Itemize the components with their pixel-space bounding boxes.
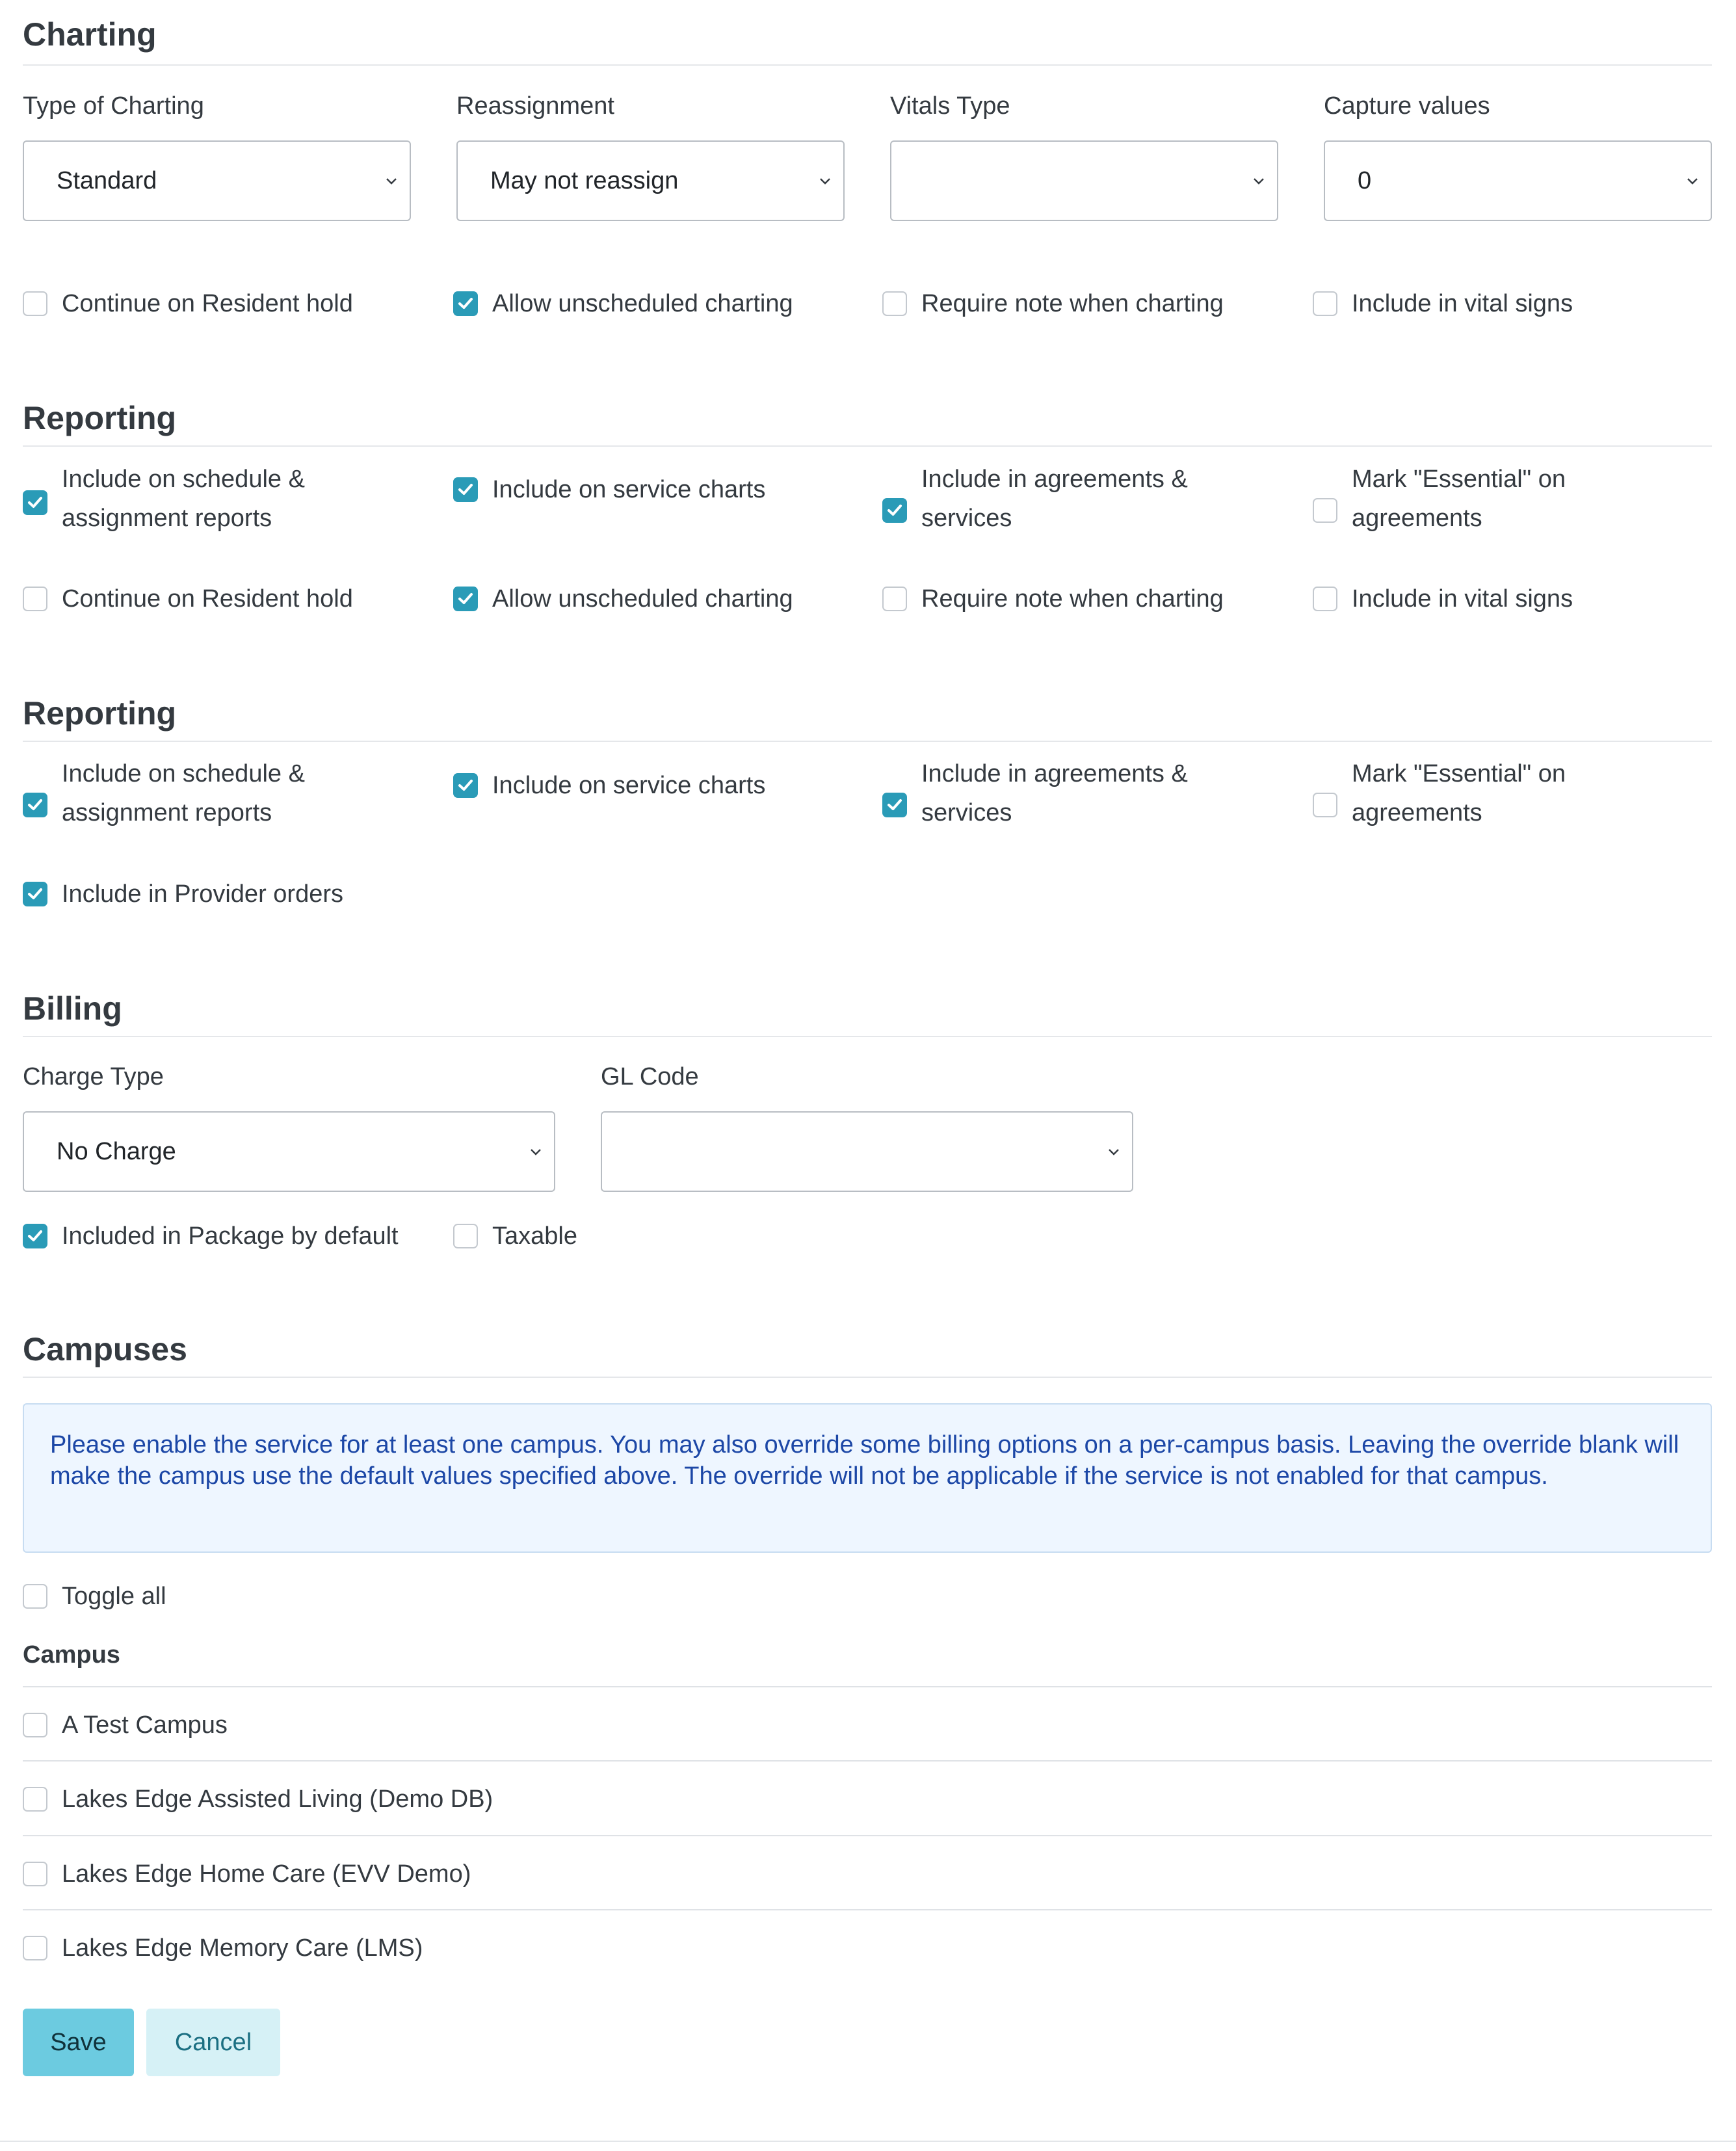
chevron-down-icon xyxy=(382,172,401,190)
checkbox[interactable] xyxy=(23,1584,47,1609)
checkbox-label: Mark "Essential" on agreements xyxy=(1352,760,1566,826)
checkbox-require-note-when-charting[interactable] xyxy=(882,291,1279,323)
checkbox-include-in-provider-orders[interactable] xyxy=(23,882,400,914)
type-of-charting-select[interactable] xyxy=(23,140,411,221)
table-header-campus: Campus xyxy=(23,1641,120,1669)
field-label-type-of-charting: Type of Charting xyxy=(23,92,204,120)
campus-name: Lakes Edge Assisted Living (Demo DB) xyxy=(62,1786,493,1813)
field-label-vitals-type: Vitals Type xyxy=(890,92,1010,120)
checkbox-label: Mark "Essential" on agreements xyxy=(1352,466,1566,532)
campus-name: Lakes Edge Home Care (EVV Demo) xyxy=(62,1860,471,1888)
checkbox-include-on-schedule-reports[interactable] xyxy=(23,466,387,538)
table-row[interactable] xyxy=(23,1713,803,1745)
checkbox[interactable] xyxy=(23,1713,47,1737)
chevron-down-icon xyxy=(1250,172,1268,190)
checkbox-label: Include in agreements & services xyxy=(921,466,1188,532)
campus-name: A Test Campus xyxy=(62,1711,228,1739)
checkbox-allow-unscheduled-charting[interactable] xyxy=(453,291,850,323)
checkbox[interactable] xyxy=(1313,498,1337,523)
table-row-divider xyxy=(23,1835,1712,1836)
checkbox-label: Include in vital signs xyxy=(1352,585,1573,613)
checkbox-mark-essential[interactable] xyxy=(1313,466,1677,538)
checkbox[interactable] xyxy=(453,291,478,316)
divider xyxy=(23,445,1712,447)
checkbox-label: Require note when charting xyxy=(921,585,1224,613)
checkbox-include-on-schedule-reports[interactable] xyxy=(23,760,387,832)
checkbox-continue-on-resident-hold[interactable] xyxy=(23,587,400,618)
checkbox-included-in-package[interactable] xyxy=(23,1224,439,1256)
checkbox-require-note-when-charting[interactable] xyxy=(882,587,1279,618)
checkbox[interactable] xyxy=(23,793,47,817)
table-row[interactable] xyxy=(23,1936,803,1968)
section-title-reporting: Reporting xyxy=(23,695,177,732)
divider xyxy=(23,64,1712,66)
checkmark-icon xyxy=(457,778,474,793)
checkmark-icon xyxy=(27,495,44,510)
section-title-billing: Billing xyxy=(23,990,122,1027)
checkbox[interactable] xyxy=(882,793,907,817)
checkbox-mark-essential[interactable] xyxy=(1313,760,1677,832)
checkbox[interactable] xyxy=(23,1862,47,1886)
table-row-divider xyxy=(23,1909,1712,1910)
checkbox[interactable] xyxy=(1313,793,1337,817)
checkmark-icon xyxy=(457,591,474,607)
section-title-reporting: Reporting xyxy=(23,400,177,436)
table-row[interactable] xyxy=(23,1862,803,1894)
checkbox-include-in-agreements[interactable] xyxy=(882,760,1246,832)
checkbox-label: Include on service charts xyxy=(492,772,766,799)
field-label-gl-code: GL Code xyxy=(601,1063,699,1090)
gl-code-select[interactable] xyxy=(601,1111,1133,1192)
checkmark-icon xyxy=(27,886,44,902)
checkbox-label: Include on schedule & assignment reports xyxy=(62,760,305,826)
toggle-all-checkbox[interactable] xyxy=(23,1584,283,1616)
checkbox[interactable] xyxy=(23,587,47,611)
table-row-divider xyxy=(23,1686,1712,1687)
checkbox-label: Include on schedule & assignment reports xyxy=(62,466,305,532)
checkbox-label: Included in Package by default xyxy=(62,1222,399,1250)
chevron-down-icon xyxy=(1105,1142,1123,1161)
info-alert: Please enable the service for at least one campus. You may also override some billing options on a per-campus basis. Leaving the override blank will make the campus use the default values specified above. The override will not be applicable if the service is not enabled for that campus. xyxy=(23,1403,1712,1553)
checkbox-include-in-agreements[interactable] xyxy=(882,466,1246,538)
select-value: 0 xyxy=(1358,166,1372,194)
checkbox[interactable] xyxy=(453,1224,478,1248)
checkbox[interactable] xyxy=(23,1224,47,1248)
checkbox-continue-on-resident-hold[interactable] xyxy=(23,291,400,323)
checkmark-icon xyxy=(27,1228,44,1244)
select-value: May not reassign xyxy=(490,166,679,194)
checkbox-label: Continue on Resident hold xyxy=(62,290,353,317)
checkbox-label: Taxable xyxy=(492,1222,577,1250)
reassignment-select[interactable] xyxy=(456,140,845,221)
chevron-down-icon xyxy=(1683,172,1702,190)
checkmark-icon xyxy=(457,482,474,497)
checkbox-include-in-vital-signs[interactable] xyxy=(1313,291,1709,323)
checkbox[interactable] xyxy=(453,477,478,502)
capture-values-select[interactable] xyxy=(1324,140,1712,221)
checkbox[interactable] xyxy=(1313,587,1337,611)
checkbox-include-on-service-charts[interactable] xyxy=(453,477,850,509)
section-title-campuses: Campuses xyxy=(23,1331,187,1367)
checkbox[interactable] xyxy=(453,587,478,611)
checkmark-icon xyxy=(457,296,474,311)
chevron-down-icon xyxy=(816,172,834,190)
checkbox-taxable[interactable] xyxy=(453,1224,648,1256)
checkbox-label: Allow unscheduled charting xyxy=(492,585,793,613)
checkbox[interactable] xyxy=(882,291,907,316)
chevron-down-icon xyxy=(527,1142,545,1161)
checkbox[interactable] xyxy=(23,490,47,515)
checkbox[interactable] xyxy=(23,882,47,906)
checkbox-label: Toggle all xyxy=(62,1583,166,1610)
checkbox-allow-unscheduled-charting[interactable] xyxy=(453,587,850,618)
divider xyxy=(23,1036,1712,1037)
checkbox-include-in-vital-signs[interactable] xyxy=(1313,587,1709,618)
select-value: Standard xyxy=(57,166,157,194)
checkbox[interactable] xyxy=(882,498,907,523)
field-label-capture-values: Capture values xyxy=(1324,92,1490,120)
checkbox-label: Include in agreements & services xyxy=(921,760,1188,826)
vitals-type-select[interactable] xyxy=(890,140,1278,221)
cancel-button[interactable]: Cancel xyxy=(146,2009,280,2076)
checkbox-label: Continue on Resident hold xyxy=(62,585,353,613)
select-value: No Charge xyxy=(57,1137,176,1165)
checkbox-label: Include in vital signs xyxy=(1352,290,1573,317)
checkbox-include-on-service-charts[interactable] xyxy=(453,773,850,805)
checkbox[interactable] xyxy=(1313,291,1337,316)
footer-divider xyxy=(0,2141,1736,2142)
checkbox-label: Require note when charting xyxy=(921,290,1224,317)
field-label-charge-type: Charge Type xyxy=(23,1063,164,1090)
table-row[interactable] xyxy=(23,1787,803,1819)
checkbox[interactable] xyxy=(23,291,47,316)
field-label-reassignment: Reassignment xyxy=(456,92,614,120)
divider xyxy=(23,741,1712,742)
checkbox-label: Include on service charts xyxy=(492,476,766,503)
checkbox[interactable] xyxy=(23,1936,47,1960)
checkbox[interactable] xyxy=(23,1787,47,1812)
checkmark-icon xyxy=(27,797,44,813)
divider xyxy=(23,1377,1712,1378)
checkmark-icon xyxy=(886,797,903,813)
save-button[interactable]: Save xyxy=(23,2009,134,2076)
checkmark-icon xyxy=(886,503,903,518)
checkbox[interactable] xyxy=(453,773,478,798)
charge-type-select[interactable] xyxy=(23,1111,555,1192)
checkbox-label: Allow unscheduled charting xyxy=(492,290,793,317)
checkbox-label: Include in Provider orders xyxy=(62,880,343,908)
section-title-charting: Charting xyxy=(23,16,157,53)
checkbox[interactable] xyxy=(882,587,907,611)
table-row-divider xyxy=(23,1760,1712,1762)
campus-name: Lakes Edge Memory Care (LMS) xyxy=(62,1934,423,1962)
